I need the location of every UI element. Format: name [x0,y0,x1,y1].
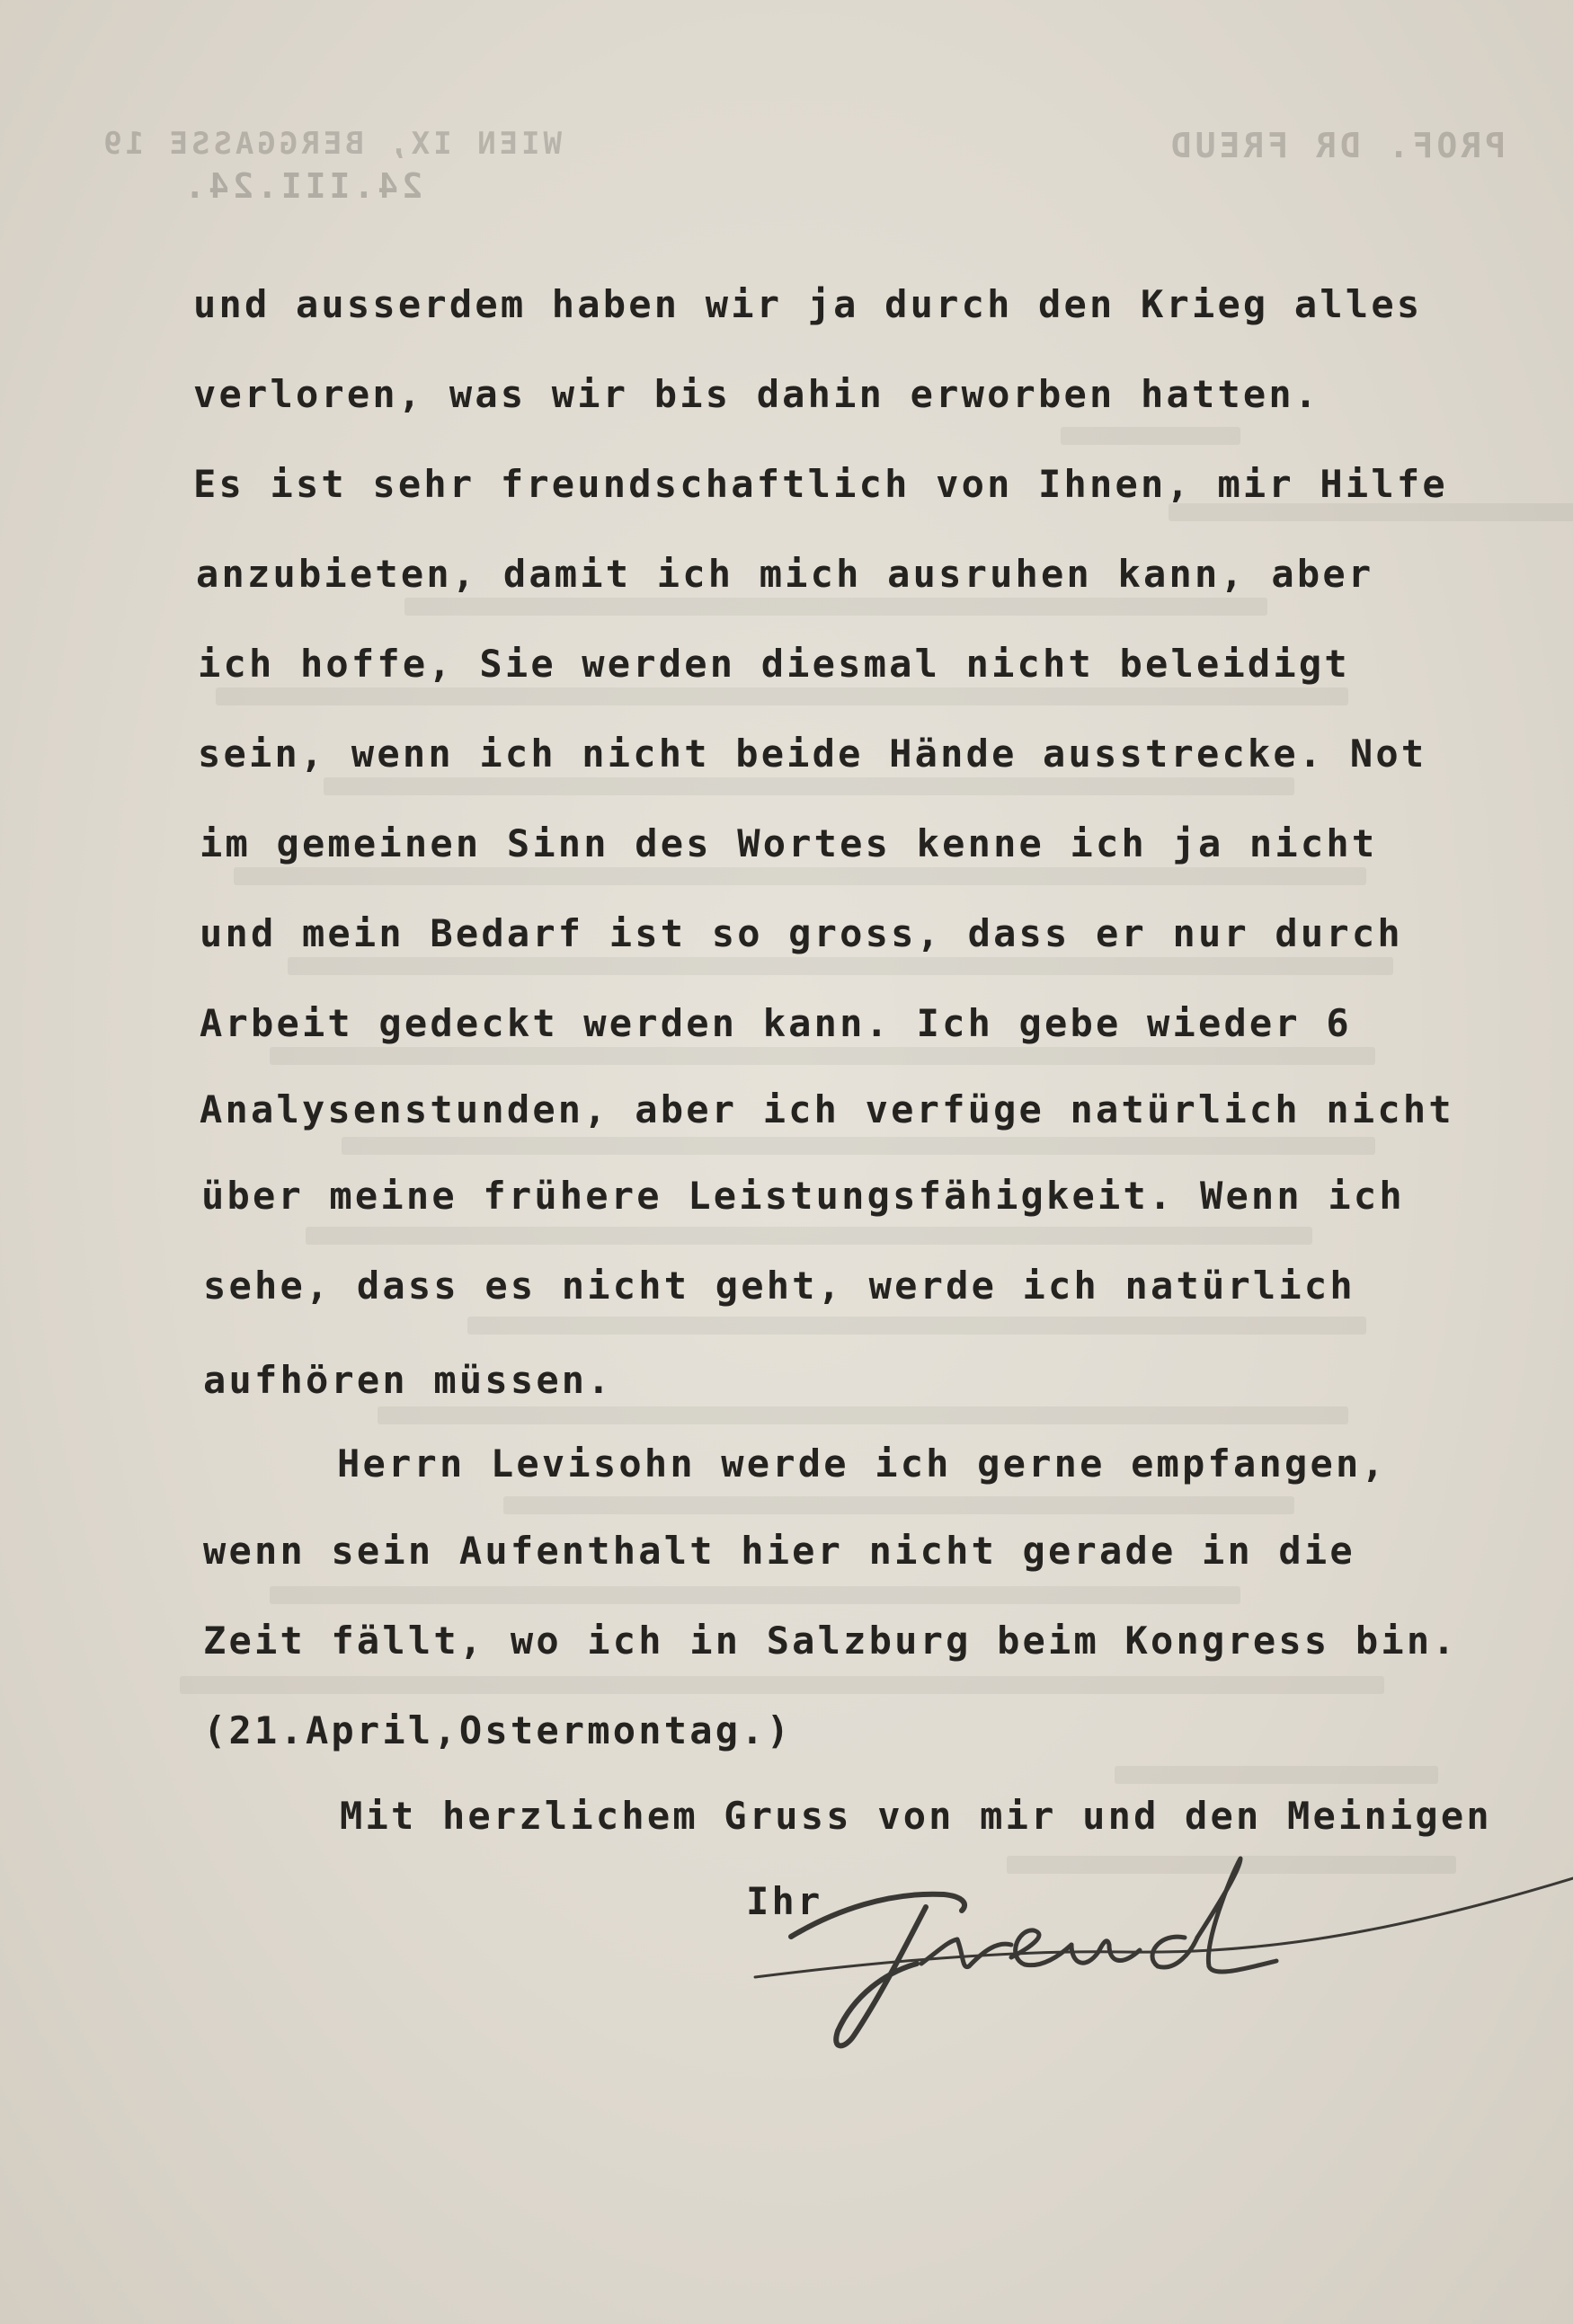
letter-line: verloren, was wir bis dahin erworben hatten. [193,372,1320,416]
letter-line: anzubieten, damit ich mich ausruhen kann, aber [196,552,1374,596]
letter-line: Es ist sehr freundschaftlich von Ihnen, mir Hilfe [193,462,1448,506]
signature-freud [737,1851,1573,2058]
closing-line: Mit herzlichem Gruss von mir und den Meinigen [340,1794,1492,1838]
letter-line: sehe, dass es nicht geht, werde ich natürlich [203,1264,1355,1308]
letter-line: wenn sein Aufenthalt hier nicht gerade in die [203,1529,1355,1573]
letter-line: Analysenstunden, aber ich verfüge natürlich nicht [200,1087,1454,1131]
letter-line: sein, wenn ich nicht beide Hände ausstrecke. Not [198,732,1427,776]
letter-line: aufhören müssen. [203,1358,613,1402]
closing-ihr: Ihr [746,1879,823,1923]
letter-line: Arbeit gedeckt werden kann. Ich gebe wieder 6 [200,1001,1352,1045]
letter-line: ich hoffe, Sie werden diesmal nicht beleidigt [198,642,1350,686]
letterhead-name: PROF. DR FREUD [1167,126,1506,165]
letterhead-address: WIEN IX, BERGGASSE 19 [100,126,562,162]
letter-line: über meine frühere Leistungsfähigkeit. Wenn ich [201,1174,1405,1218]
letter-line: und ausserdem haben wir ja durch den Krieg alles [193,282,1423,326]
letter-line: Zeit fällt, wo ich in Salzburg beim Kongress bin. [203,1619,1458,1663]
letter-line: Herrn Levisohn werde ich gerne empfangen, [337,1441,1387,1486]
letter-line: und mein Bedarf ist so gross, dass er nur durch [200,911,1403,955]
letter-line: im gemeinen Sinn des Wortes kenne ich ja nicht [200,821,1378,865]
letter-line: (21.April,Ostermontag.) [203,1708,793,1752]
letterhead-date: 24.III.24. [181,166,422,206]
